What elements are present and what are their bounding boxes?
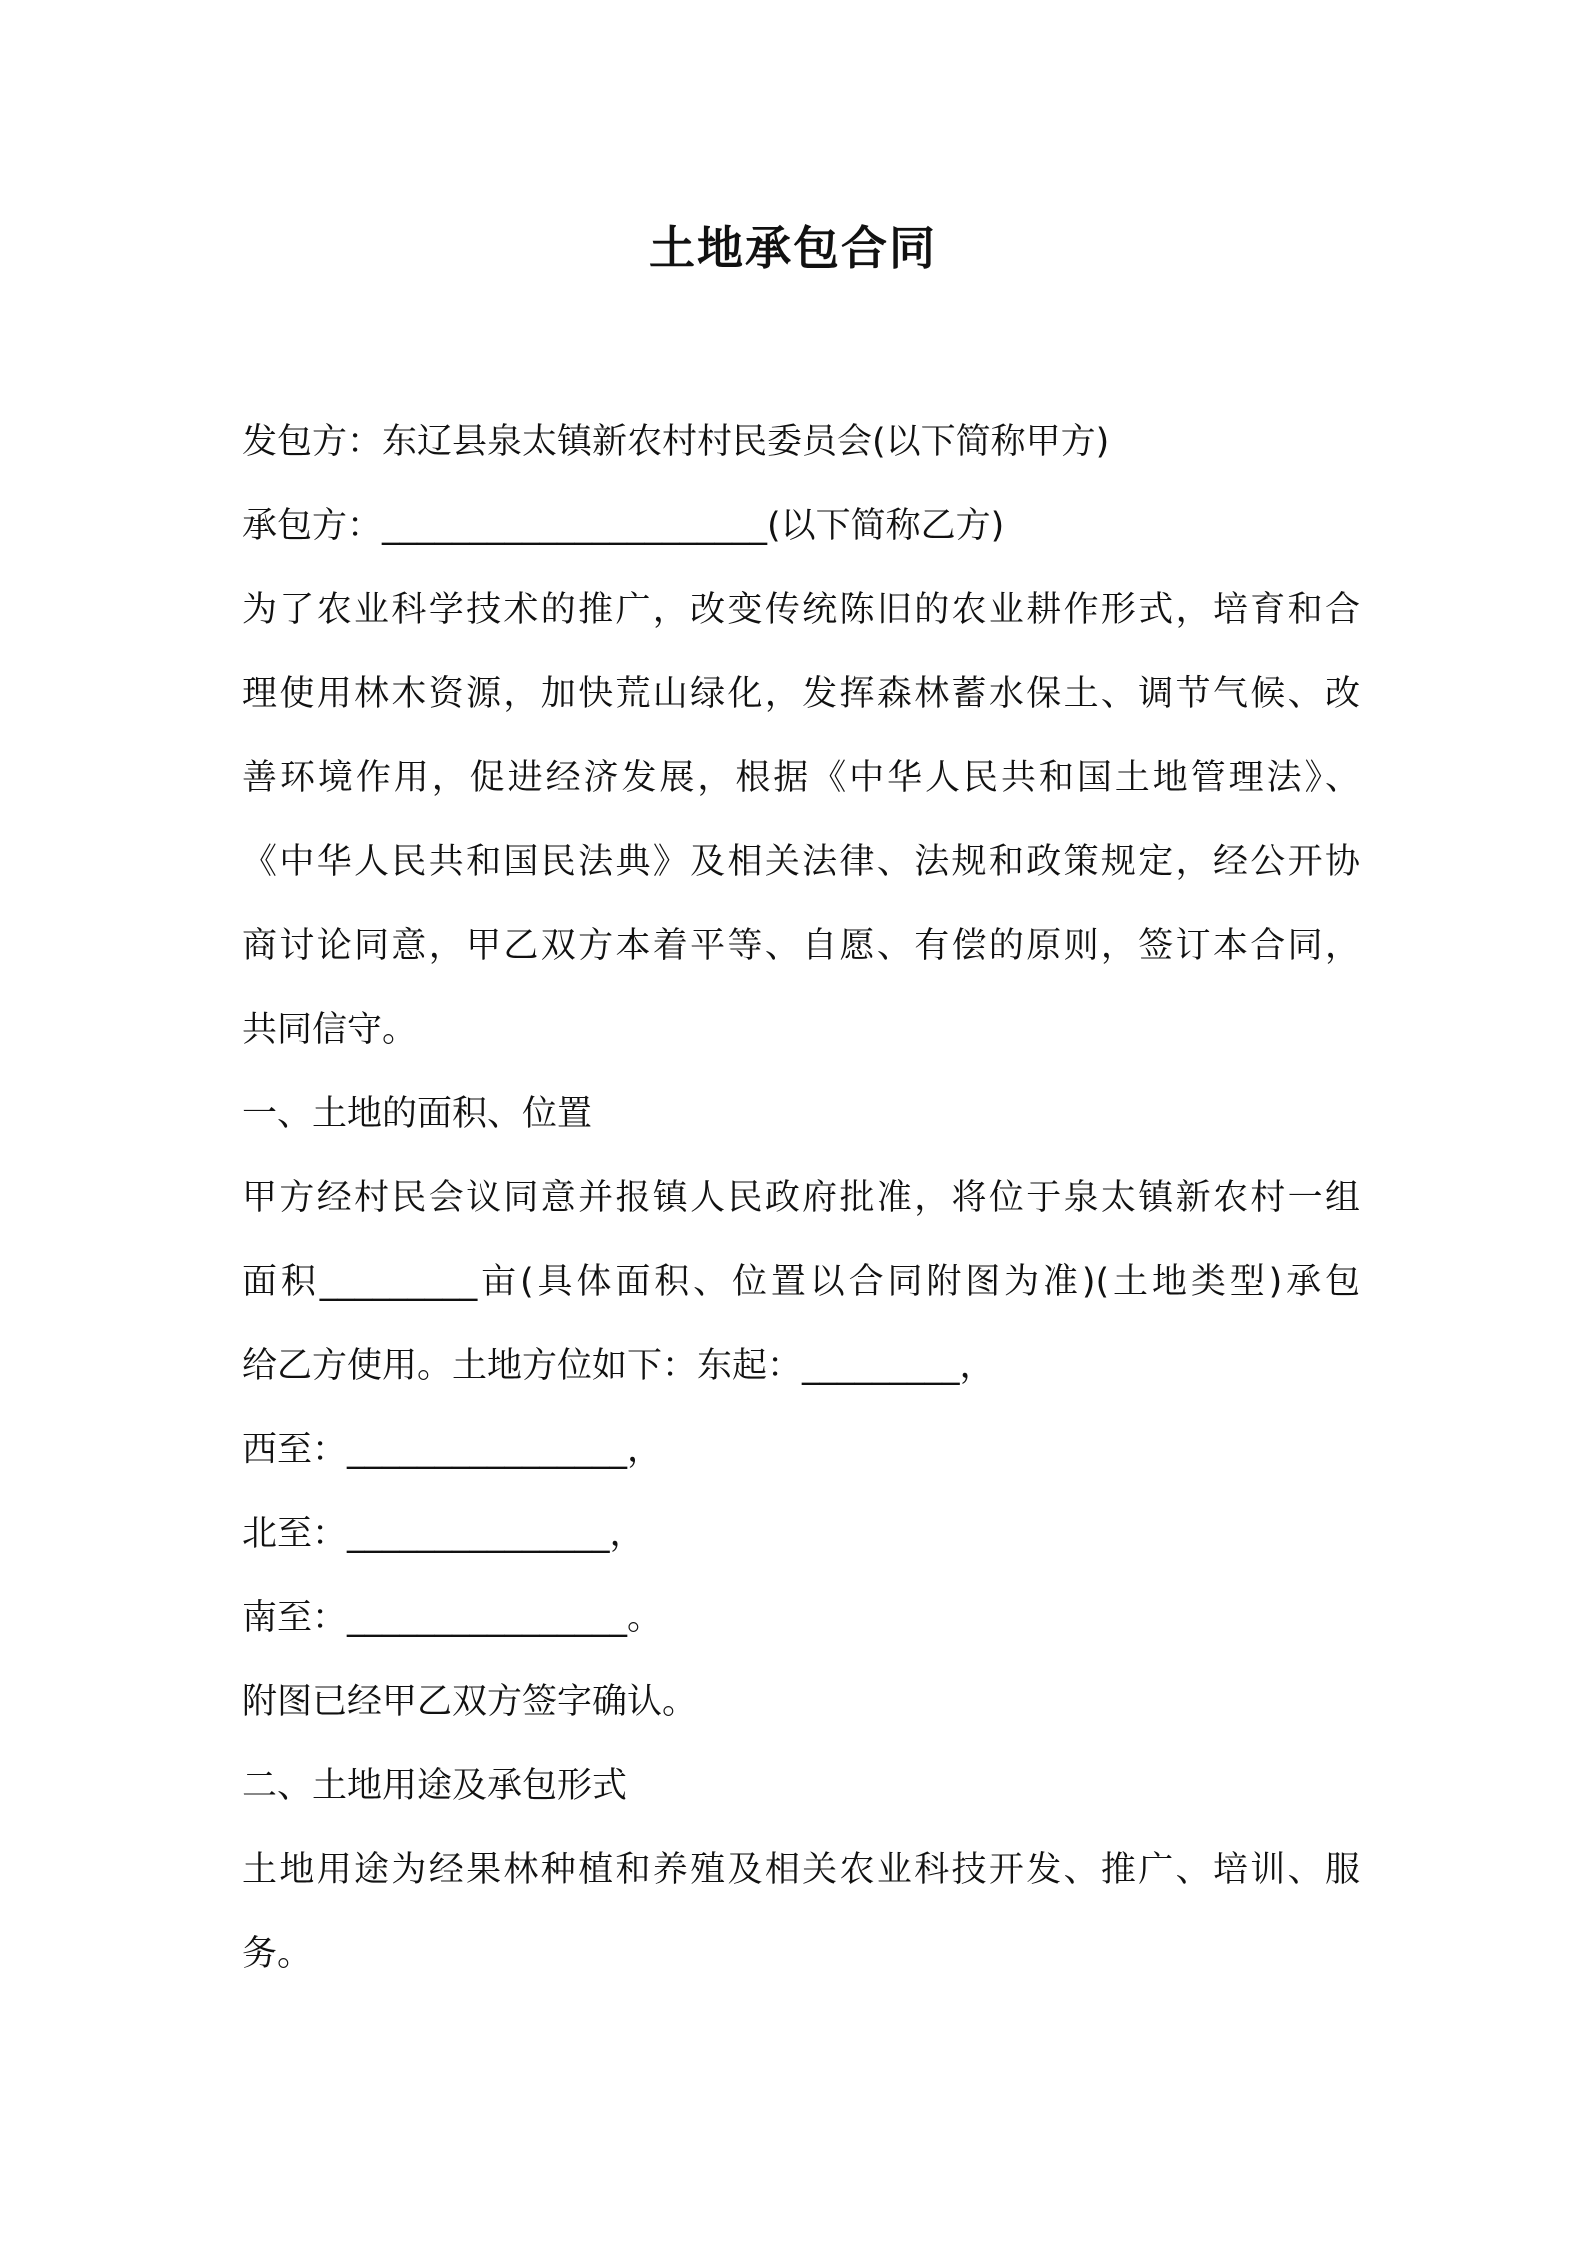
- north-boundary-line: 北至：_______________，: [242, 1514, 645, 1554]
- section-1-paragraph-line: 给乙方使用。土地方位如下：东起：_________，: [242, 1346, 995, 1386]
- section-2-paragraph-line: 土地用途为经果林种植和养殖及相关农业科技开发、推广、培训、服: [242, 1850, 1360, 1890]
- document-body: [242, 400, 1360, 1996]
- preamble-line: 理使用林木资源，加快荒山绿化，发挥森林蓄水保土、调节气候、改: [242, 674, 1360, 714]
- section-heading-1: 一、土地的面积、位置: [242, 1094, 593, 1134]
- west-boundary-line: 西至：________________，: [242, 1430, 663, 1470]
- section-1-paragraph-line: 甲方经村民会议同意并报镇人民政府批准，将位于泉太镇新农村一组: [242, 1178, 1360, 1218]
- document-title: 土地承包合同: [649, 221, 937, 275]
- preamble-line: 《中华人民共和国民法典》及相关法律、法规和政策规定，经公开协: [242, 842, 1360, 882]
- section-2-paragraph-line: 务。: [242, 1934, 313, 1974]
- party-b-line: 承包方：______________________(以下简称乙方): [242, 506, 1005, 546]
- attachment-note-line: 附图已经甲乙双方签字确认。: [242, 1682, 698, 1722]
- section-heading-2: 二、土地用途及承包形式: [242, 1766, 628, 1806]
- preamble-line: 为了农业科学技术的推广，改变传统陈旧的农业耕作形式，培育和合: [242, 590, 1360, 630]
- party-a-line: 发包方：东辽县泉太镇新农村村民委员会(以下简称甲方): [242, 422, 1110, 462]
- preamble-line: 共同信守。: [242, 1010, 418, 1050]
- preamble-line: 善环境作用，促进经济发展，根据《中华人民共和国土地管理法》、: [242, 758, 1360, 798]
- preamble-line: 商讨论同意，甲乙双方本着平等、自愿、有偿的原则，签订本合同，: [242, 926, 1360, 966]
- south-boundary-line: 南至：________________。: [242, 1598, 663, 1638]
- section-1-paragraph-line: 面积_________亩(具体面积、位置以合同附图为准)(土地类型)承包: [242, 1262, 1360, 1302]
